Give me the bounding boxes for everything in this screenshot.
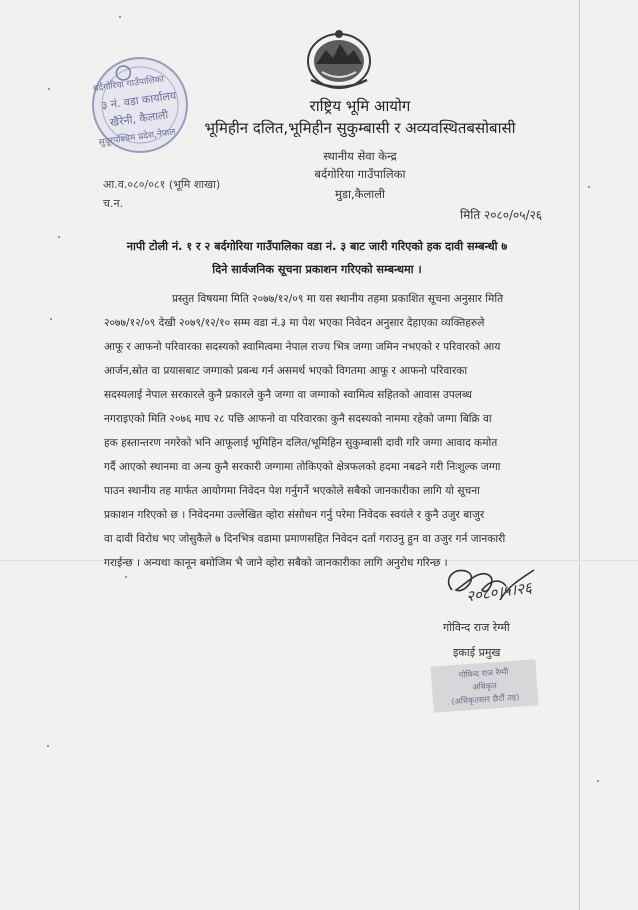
seal-line: (अधिकृतस्तर छैटौं तह) bbox=[451, 691, 520, 707]
signer-name: गोविन्द राज रेग्मी bbox=[443, 621, 510, 634]
body-line: गराईन्छ । अन्यथा कानून बमोजिम भै जाने व्होरा सबैको जानकारीका लागि अनुरोध गरिन्छ । bbox=[104, 557, 448, 569]
scan-speck bbox=[48, 88, 50, 90]
body-line: गर्दै आएको स्थानमा वा अन्य कुनै सरकारी जग्गामा तोकिएको क्षेत्रफलको हदमा नबढने गरी निःशुल्क जग्गा bbox=[104, 461, 501, 473]
stamp-line: सुदूरपश्चिम प्रदेश,नेपाल bbox=[98, 127, 177, 149]
body-line: हक हस्तान्तरण नगरेको भनि आफूलाई भूमिहिन दलित/भूमिहिन सुकुम्बासी दावी गरि जग्गा आवाद कमोत bbox=[104, 437, 498, 449]
seal-line: अधिकृत bbox=[471, 680, 498, 692]
body-line: २०७७/१२/०९ देखी २०७९/१२/१० सम्म वडा नं.३ मा पेश भएका निवेदन अनुसार देहाएका व्यक्तिहरुले bbox=[104, 317, 485, 329]
body-line: प्रकाशन गरिएको छ । निवेदनमा उल्लेखित व्होरा संसोधन गर्नु परेमा निवेदक स्वयंले र कुनै उजुर बाजुर bbox=[104, 509, 485, 521]
municipality-name: बर्दगोरिया गाउँपालिका bbox=[314, 167, 406, 181]
body-line: नगराइएको मिति २०७६ माघ २८ पछि आफनो वा परिवारका कुनै सदस्यको नाममा रहेको जग्गा बिक्रि वा bbox=[104, 413, 492, 425]
stamp-line: खैरेनी, कैलाली bbox=[109, 108, 170, 130]
subject bbox=[102, 235, 532, 281]
scan-speck bbox=[588, 186, 590, 188]
signer-role: इकाई प्रमुख bbox=[453, 646, 501, 659]
body-line: पाउन स्थानीय तह मार्फत आयोगमा निवेदन पेश गर्नुगर्ने भएकोले सबैको जानकारीका लागि यो सूचना bbox=[104, 485, 480, 497]
scan-speck bbox=[119, 16, 121, 18]
commission-subtitle: भूमिहीन दलित,भूमिहीन सुकुम्बासी र अव्यवस्थितबसोबासी bbox=[204, 119, 516, 137]
commission-title: राष्ट्रिय भूमि आयोग bbox=[309, 97, 411, 115]
nepal-emblem-icon bbox=[302, 28, 376, 92]
stamp-line: बर्दगोरिया गाउँपालिका bbox=[92, 74, 165, 95]
scan-speck bbox=[50, 318, 52, 320]
body-line: प्रस्तुत विषयमा मिति २०७७/१२/०९ मा यस स्थानीय तहमा प्रकाशित सूचना अनुसार मिति bbox=[172, 293, 504, 305]
signature-date: २०८०।५।२६ bbox=[465, 578, 533, 606]
reference-number: च.न. bbox=[103, 197, 124, 210]
scan-speck bbox=[47, 745, 49, 747]
body-line: आफू र आफनो परिवारका सदस्यको स्वामित्वमा नेपाल राज्य भित्र जग्गा जमिन नभएको र परिवारको आय bbox=[104, 341, 501, 353]
service-center: स्थानीय सेवा केन्द्र bbox=[323, 149, 397, 163]
body-line: आर्जन,स्रोत वा प्रयासबाट जग्गाको प्रबन्ध गर्न असमर्थ भएको विगतमा आफू र आफनो परिवारका bbox=[104, 365, 468, 377]
page-fold-line bbox=[579, 0, 580, 910]
stamp-line: ३ नं. वडा कार्यालय bbox=[100, 88, 177, 113]
body-line: वा दावी विरोध भए जोसुकैले ७ दिनभित्र वडामा प्रमाणसहित निवेदन दर्ता गराउनु हुन वा उजुर गर्न जानकारी bbox=[104, 533, 506, 545]
subject-line: दिने सार्वजनिक सूचना प्रकाशन गरिएको सम्बन्धमा । bbox=[212, 263, 422, 276]
scan-speck bbox=[597, 780, 599, 782]
seal-line: गोविन्द राज रेग्मी bbox=[458, 666, 509, 680]
subject-line: नापी टोली नं. १ र २ बर्दगोरिया गाउँपालिका वडा नं. ३ बाट जारी गरिएको हक दावी सम्बन्धी ७ bbox=[126, 240, 508, 253]
fiscal-year: आ.व.०८०/०८१ (भूमि शाखा) bbox=[103, 178, 221, 191]
officer-seal bbox=[431, 659, 539, 712]
scan-speck bbox=[125, 576, 127, 578]
document-date: मिति २०८०/०५/२६ bbox=[460, 208, 543, 222]
scan-speck bbox=[58, 236, 60, 238]
office-address: मुडा,कैलाली bbox=[334, 187, 386, 201]
body-line: सदस्यलाई नेपाल सरकारले कुनै प्रकारले कुनै जग्गा वा जग्गाको स्वामित्व सहितको आवास उपलब्ध bbox=[104, 389, 472, 401]
